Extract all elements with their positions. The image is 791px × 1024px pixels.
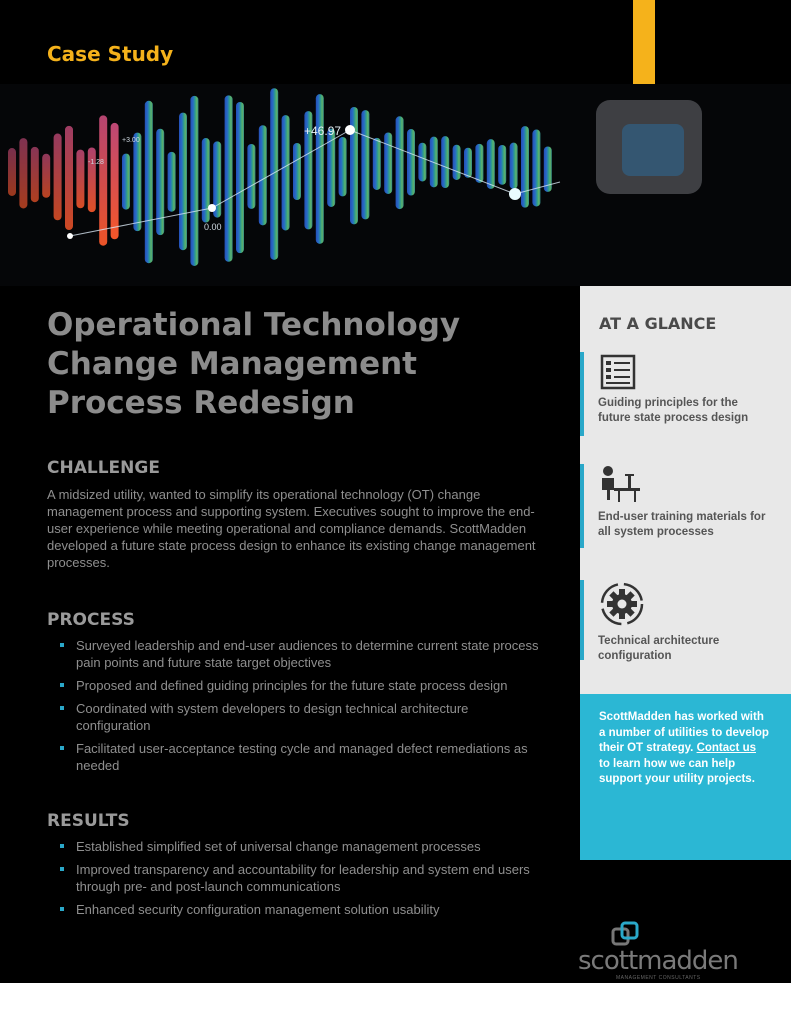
hero-bar — [99, 115, 107, 245]
hero-bar — [464, 148, 472, 178]
hero-bar — [293, 143, 301, 200]
hero-readout-small: +3.00 — [122, 137, 140, 144]
hero-bar — [316, 94, 324, 244]
hero-bar — [8, 148, 16, 196]
process-list — [60, 637, 540, 780]
hero-bar — [88, 147, 96, 212]
hero-bar — [350, 107, 358, 224]
hero-bar — [76, 150, 84, 209]
title-line-1: Operational Technology — [47, 307, 461, 343]
hero-bar — [396, 116, 404, 209]
list-item — [60, 637, 540, 671]
checklist-icon — [598, 352, 638, 392]
title-line-3: Process Redesign — [47, 385, 355, 421]
page-title — [47, 306, 547, 423]
hero-readout-main: +46.97 — [304, 124, 342, 138]
hero-image — [0, 84, 791, 286]
at-a-glance-heading: AT A GLANCE — [599, 314, 717, 333]
hero-readout-low: 0.00 — [204, 222, 222, 232]
hero-bar — [31, 147, 39, 202]
hero-bar — [384, 132, 392, 194]
challenge-heading: CHALLENGE — [47, 458, 160, 478]
hero-readout-left: -1.28 — [88, 159, 104, 166]
logo-wordmark: scottmadden — [578, 946, 738, 976]
callout-text-after: to learn how we can help support your utility projects. — [599, 757, 755, 786]
list-item — [60, 700, 540, 734]
hero-bar — [133, 133, 141, 232]
glance-item-principles — [580, 352, 791, 442]
hero-bar — [373, 138, 381, 190]
glance-item-training — [580, 464, 791, 554]
hero-bar — [19, 138, 27, 208]
results-item-3: Enhanced security configuration management solution usability — [76, 902, 440, 917]
bullet-icon — [60, 683, 64, 687]
scottmadden-logo — [578, 920, 738, 983]
list-item — [60, 901, 540, 918]
process-item-4: Facilitated user-acceptance testing cycle and managed defect remediations as needed — [76, 741, 528, 773]
gear-cycle-icon — [598, 580, 646, 628]
hero-bar — [225, 95, 233, 261]
hero-bar — [111, 123, 119, 239]
glance-item-label: Guiding principles for the future state process design — [598, 397, 749, 424]
logo-tagline: MANAGEMENT CONSULTANTS — [616, 975, 701, 981]
accent-bar — [580, 352, 584, 436]
at-a-glance-panel — [580, 286, 791, 694]
hero-bar — [361, 110, 369, 219]
hero-bar — [42, 154, 50, 198]
glance-item-label: Technical architecture configuration — [598, 635, 720, 662]
desk-user-icon — [598, 464, 642, 504]
results-list — [60, 838, 540, 924]
hero-bar — [54, 134, 62, 221]
hero-bar — [521, 126, 529, 208]
hero-bar — [168, 152, 176, 212]
process-heading: PROCESS — [47, 610, 135, 630]
results-heading: RESULTS — [47, 811, 130, 831]
contact-callout — [580, 694, 791, 860]
bullet-icon — [60, 643, 64, 647]
bullet-icon — [60, 867, 64, 871]
list-item — [60, 740, 540, 774]
accent-bar — [580, 580, 584, 660]
hero-bar — [441, 136, 449, 188]
hero-bar — [339, 137, 347, 196]
bullet-icon — [60, 746, 64, 750]
challenge-text: A midsized utility, wanted to simplify its operational technology (OT) change management process and supporting system. Executives sought to improve the end-user experience while meeting operational and compliance demands. ScottMadden developed a future state process design to enhance its existing change management processes. — [47, 487, 536, 570]
hero-bar — [145, 101, 153, 263]
hero-bar — [190, 96, 198, 266]
hero-bar — [487, 139, 495, 189]
hero-bar — [418, 143, 426, 182]
hero-bar — [236, 102, 244, 253]
process-item-3: Coordinated with system developers to design technical architecture configuration — [76, 701, 469, 733]
results-item-2: Improved transparency and accountability for leadership and system end users through pre- and post-launch communications — [76, 862, 530, 894]
callout-text — [599, 710, 769, 788]
hero-bar — [510, 143, 518, 189]
hero-bar — [407, 129, 415, 195]
hero-bar — [282, 115, 290, 230]
accent-bar — [580, 464, 584, 548]
hero-bar — [179, 113, 187, 251]
case-study-label: Case Study — [47, 42, 174, 66]
hero-bar — [65, 126, 73, 230]
list-item — [60, 861, 540, 895]
list-item — [60, 677, 540, 694]
glance-item-architecture — [580, 580, 791, 670]
bullet-icon — [60, 907, 64, 911]
list-item — [60, 838, 540, 855]
bullet-icon — [60, 706, 64, 710]
process-item-2: Proposed and defined guiding principles for the future state process design — [76, 678, 508, 693]
process-item-1: Surveyed leadership and end-user audiences to determine current state process pain points and future state target objectives — [76, 638, 539, 670]
title-line-2: Change Management — [47, 346, 418, 382]
glance-item-label: End-user training materials for all system processes — [598, 511, 766, 538]
hero-bar — [475, 144, 483, 183]
hero-bar — [122, 154, 130, 210]
results-item-1: Established simplified set of universal change management processes — [76, 839, 481, 854]
hero-bar — [532, 130, 540, 207]
hero-bar — [259, 125, 267, 225]
hero-bar — [453, 145, 461, 180]
hero-bar — [247, 144, 255, 209]
bullet-icon — [60, 844, 64, 848]
callout-text-before: ScottMadden has worked with a number of utilities to develop their OT strategy. — [599, 711, 769, 755]
contact-us-link[interactable]: Contact us — [696, 742, 756, 755]
hero-bar — [498, 145, 506, 185]
